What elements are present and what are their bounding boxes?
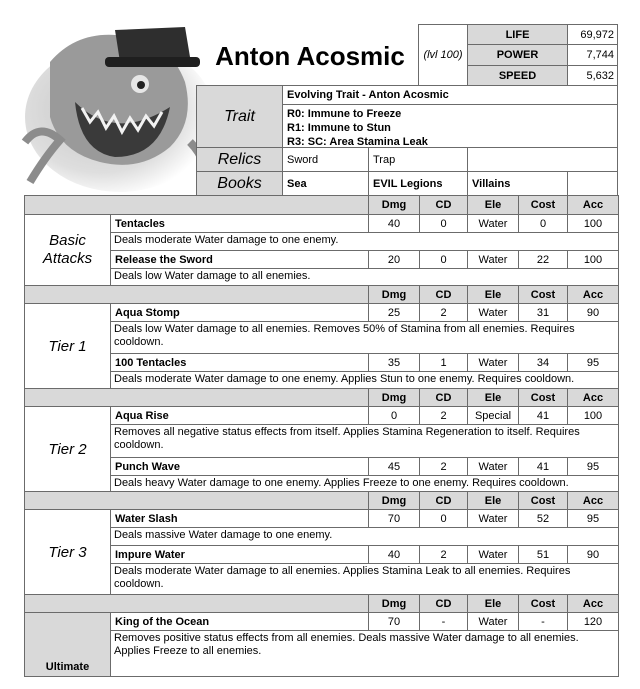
column-header-cost: Cost — [518, 594, 568, 613]
move-acc: 100 — [567, 214, 619, 233]
section-header-blank — [24, 195, 369, 215]
section-header-blank — [24, 388, 369, 407]
move-description: Removes all negative status effects from itself. Applies Stamina Regeneration to itself. Requires cooldown. — [110, 424, 619, 458]
move-description: Deals heavy Water damage to one enemy. Applies Freeze to one enemy. Requires cooldown. — [110, 475, 619, 494]
move-ele: Water — [467, 612, 519, 631]
move-cost: 41 — [518, 406, 568, 425]
level-label: (lvl 100) — [418, 24, 468, 86]
move-name: King of the Ocean — [110, 612, 369, 631]
column-header-ele: Ele — [467, 594, 519, 613]
column-header-cost: Cost — [518, 285, 568, 304]
stat-label-speed: SPEED — [467, 65, 568, 86]
move-ele: Water — [467, 214, 519, 233]
move-cd: 2 — [419, 457, 468, 476]
column-header-cost: Cost — [518, 388, 568, 407]
move-name: Water Slash — [110, 509, 369, 528]
move-name: 100 Tentacles — [110, 353, 369, 372]
move-cost: 41 — [518, 457, 568, 476]
column-header-cost: Cost — [518, 491, 568, 510]
move-cd: 0 — [419, 509, 468, 528]
column-header-ele: Ele — [467, 491, 519, 510]
relic-2: Trap — [368, 147, 468, 172]
column-header-ele: Ele — [467, 388, 519, 407]
column-header-cost: Cost — [518, 195, 568, 215]
move-cd: 0 — [419, 214, 468, 233]
column-header-acc: Acc — [567, 195, 619, 215]
column-header-acc: Acc — [567, 491, 619, 510]
move-dmg: 40 — [368, 545, 420, 564]
move-dmg: 40 — [368, 214, 420, 233]
move-ele: Water — [467, 250, 519, 269]
column-header-acc: Acc — [567, 388, 619, 407]
move-dmg: 70 — [368, 509, 420, 528]
book-1: Sea — [282, 171, 369, 196]
move-description: Deals massive Water damage to one enemy. — [110, 527, 619, 546]
move-cost: 22 — [518, 250, 568, 269]
move-cd: 0 — [419, 250, 468, 269]
trait-line: R3: SC: Area Stamina Leak — [287, 136, 428, 148]
book-2: EVIL Legions — [368, 171, 468, 196]
move-description: Removes positive status effects from all enemies. Deals massive Water damage to all enemies. Applies Freeze to all enemies. — [110, 630, 619, 677]
move-description: Deals moderate Water damage to one enemy. Applies Stun to one enemy. Requires cooldown. — [110, 371, 619, 390]
move-name: Tentacles — [110, 214, 369, 233]
column-header-cd: CD — [419, 388, 468, 407]
column-header-dmg: Dmg — [368, 285, 420, 304]
hero-name: Anton Acosmic — [215, 40, 405, 71]
move-name: Aqua Stomp — [110, 303, 369, 322]
move-name: Aqua Rise — [110, 406, 369, 425]
relic-1: Sword — [282, 147, 369, 172]
trait-line: R1: Immune to Stun — [287, 122, 391, 134]
trait-title: Evolving Trait - Anton Acosmic — [282, 85, 618, 105]
stat-value-life: 69,972 — [567, 24, 618, 45]
move-cd: 2 — [419, 545, 468, 564]
move-cd: - — [419, 612, 468, 631]
section-header-blank — [24, 594, 369, 613]
move-ele: Water — [467, 303, 519, 322]
move-ele: Special — [467, 406, 519, 425]
move-acc: 90 — [567, 545, 619, 564]
trait-lines — [282, 104, 618, 148]
books-label: Books — [196, 171, 283, 196]
move-cost: 51 — [518, 545, 568, 564]
move-dmg: 25 — [368, 303, 420, 322]
column-header-cd: CD — [419, 491, 468, 510]
section-label: Tier 1 — [24, 303, 111, 390]
stat-value-power: 7,744 — [567, 44, 618, 66]
column-header-dmg: Dmg — [368, 491, 420, 510]
section-label: Tier 3 — [24, 509, 111, 597]
column-header-ele: Ele — [467, 195, 519, 215]
section-label: Ultimate — [24, 612, 111, 677]
column-header-dmg: Dmg — [368, 388, 420, 407]
trait-label: Trait — [196, 85, 283, 148]
relic-3 — [467, 147, 618, 172]
move-name: Release the Sword — [110, 250, 369, 269]
move-dmg: 45 — [368, 457, 420, 476]
book-3: Villains — [467, 171, 568, 196]
column-header-cd: CD — [419, 195, 468, 215]
move-dmg: 20 — [368, 250, 420, 269]
move-description: Deals moderate Water damage to one enemy. — [110, 232, 619, 251]
move-description: Deals moderate Water damage to all enemies. Applies Stamina Leak to all enemies. Requires cooldown. — [110, 563, 619, 597]
move-ele: Water — [467, 509, 519, 528]
move-cd: 2 — [419, 303, 468, 322]
move-dmg: 35 — [368, 353, 420, 372]
move-name: Punch Wave — [110, 457, 369, 476]
move-acc: 90 — [567, 303, 619, 322]
move-dmg: 70 — [368, 612, 420, 631]
move-ele: Water — [467, 457, 519, 476]
move-cost: 34 — [518, 353, 568, 372]
trait-line: R0: Immune to Freeze — [287, 108, 402, 120]
stat-value-speed: 5,632 — [567, 65, 618, 86]
move-acc: 100 — [567, 250, 619, 269]
stat-label-power: POWER — [467, 44, 568, 66]
move-acc: 95 — [567, 457, 619, 476]
move-cost: 52 — [518, 509, 568, 528]
move-cost: 0 — [518, 214, 568, 233]
move-cost: 31 — [518, 303, 568, 322]
move-dmg: 0 — [368, 406, 420, 425]
column-header-acc: Acc — [567, 285, 619, 304]
move-ele: Water — [467, 545, 519, 564]
move-acc: 120 — [567, 612, 619, 631]
move-description: Deals low Water damage to all enemies. Removes 50% of Stamina from all enemies. Requires cooldown. — [110, 321, 619, 354]
column-header-cd: CD — [419, 594, 468, 613]
section-header-blank — [24, 285, 369, 304]
move-name: Impure Water — [110, 545, 369, 564]
portrait — [20, 22, 220, 192]
move-cd: 2 — [419, 406, 468, 425]
section-header-blank — [24, 491, 369, 510]
section-label: Tier 2 — [24, 406, 111, 494]
move-cd: 1 — [419, 353, 468, 372]
stat-label-life: LIFE — [467, 24, 568, 45]
column-header-acc: Acc — [567, 594, 619, 613]
book-blank — [567, 171, 618, 196]
move-ele: Water — [467, 353, 519, 372]
column-header-dmg: Dmg — [368, 594, 420, 613]
move-acc: 95 — [567, 509, 619, 528]
column-header-ele: Ele — [467, 285, 519, 304]
column-header-cd: CD — [419, 285, 468, 304]
move-acc: 95 — [567, 353, 619, 372]
move-cost: - — [518, 612, 568, 631]
move-description: Deals low Water damage to all enemies. — [110, 268, 619, 286]
relics-label: Relics — [196, 147, 283, 172]
monster-portrait-icon — [20, 22, 220, 192]
section-label: Basic Attacks — [24, 214, 111, 286]
move-acc: 100 — [567, 406, 619, 425]
column-header-dmg: Dmg — [368, 195, 420, 215]
